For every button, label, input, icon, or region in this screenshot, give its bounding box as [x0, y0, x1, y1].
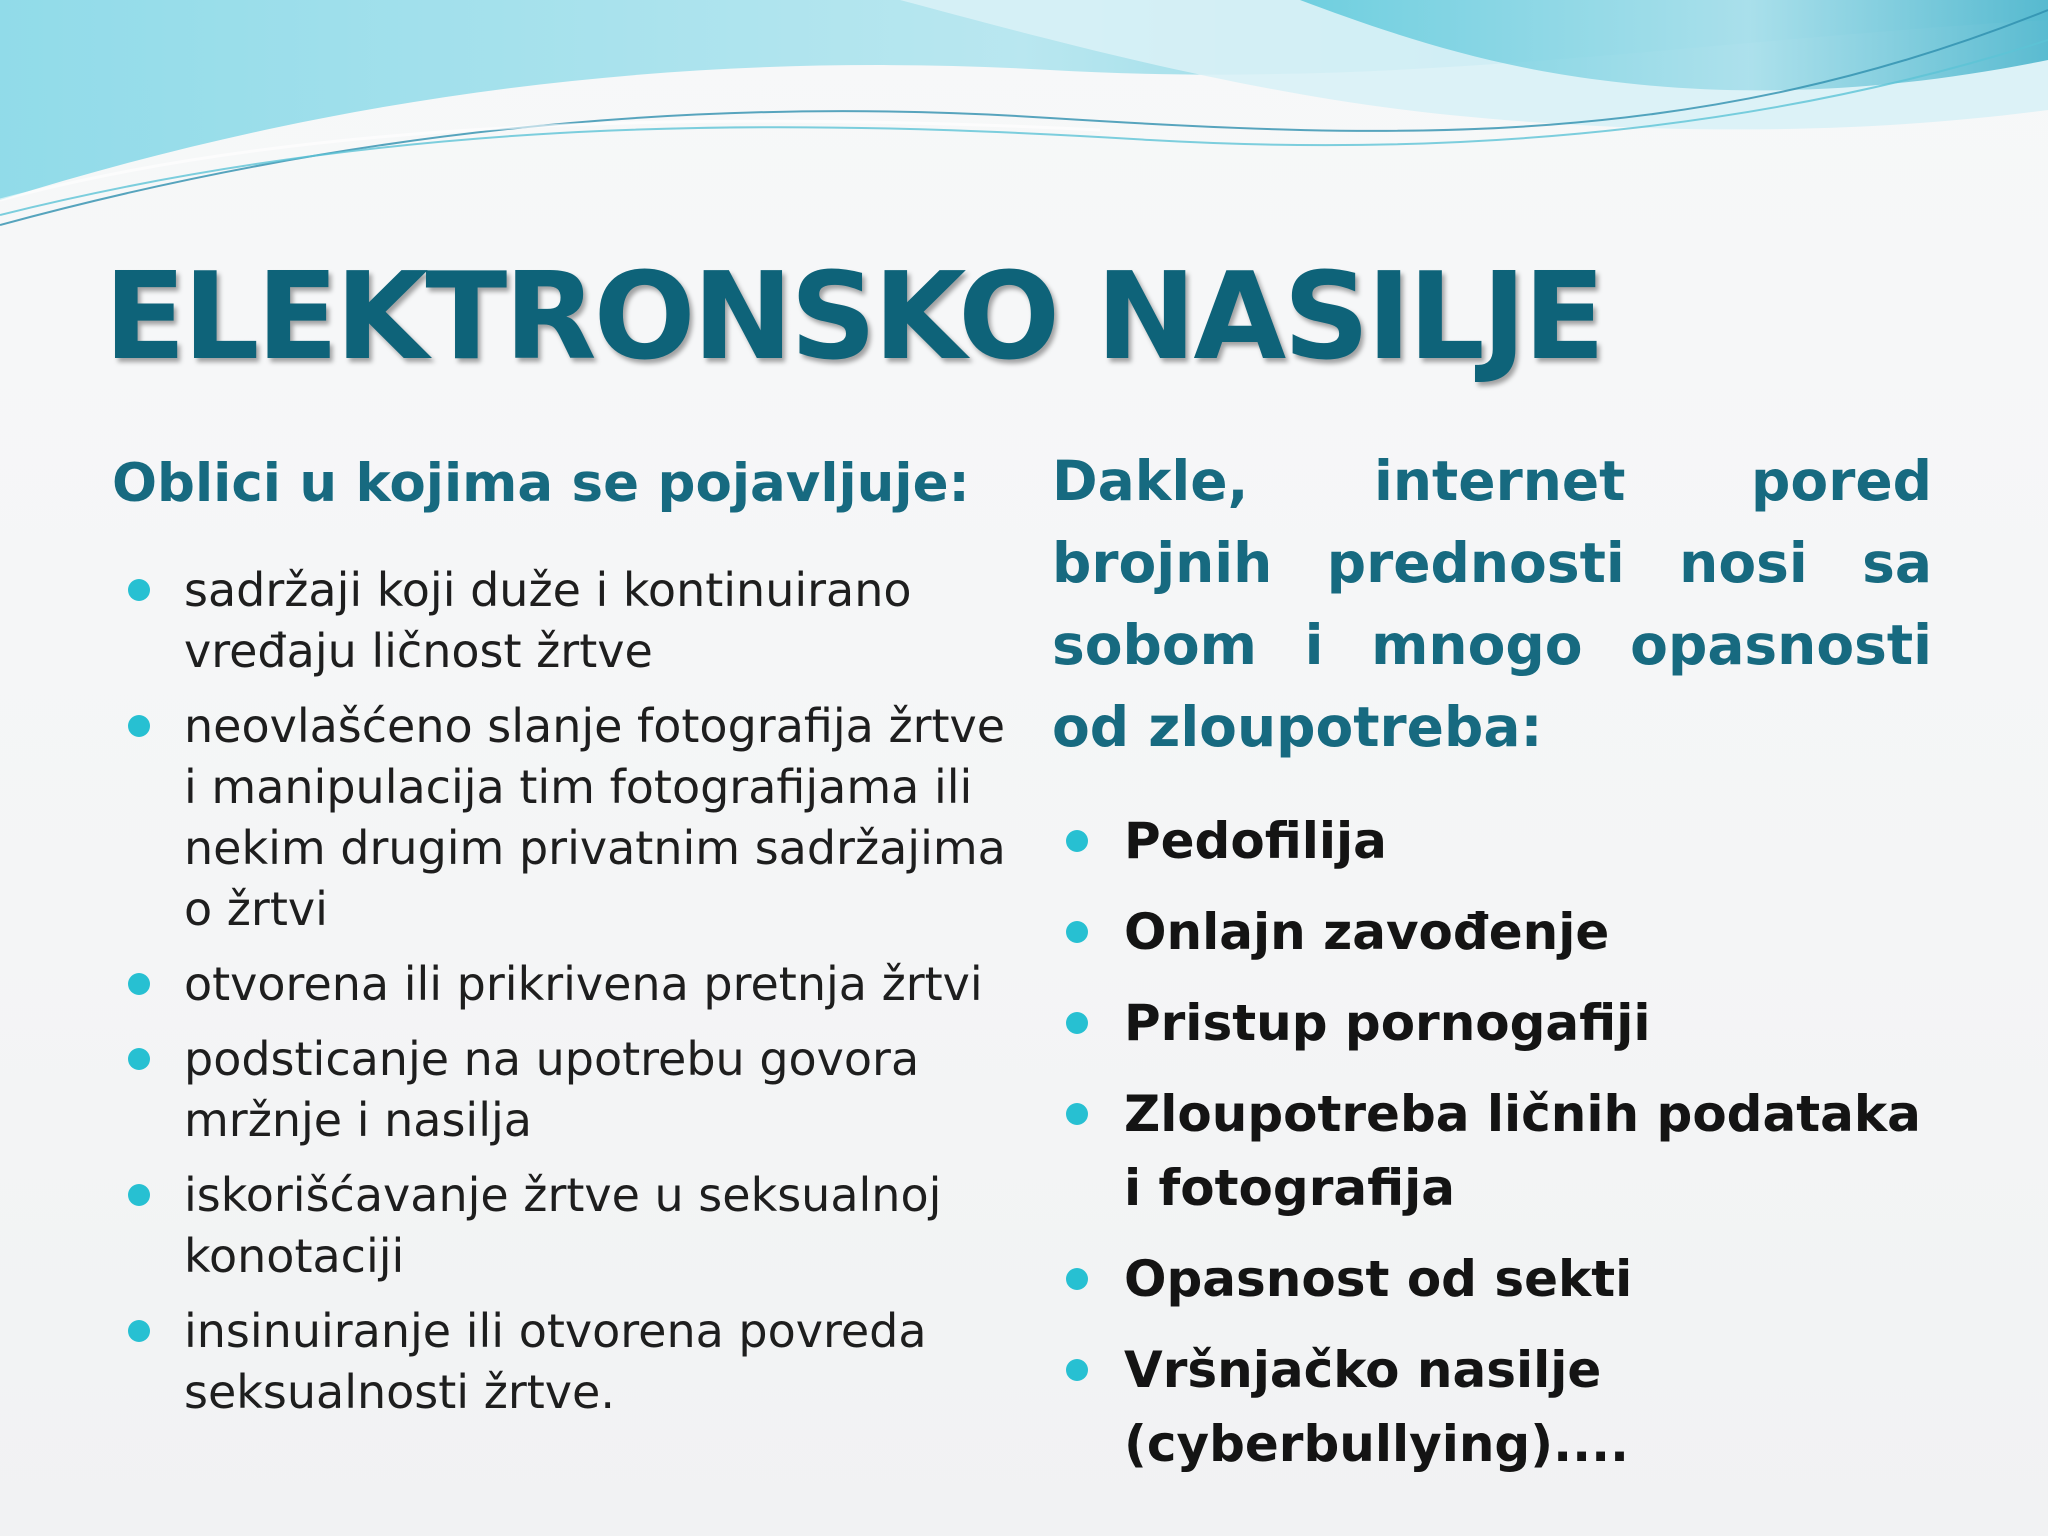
list-item	[1052, 1242, 1932, 1316]
bullet-icon	[1066, 1268, 1088, 1290]
list-item-text: podsticanje na upotrebu govora mržnje i nasilja	[184, 1031, 920, 1147]
list-item-text: insinuiranje ili otvorena povreda seksualnosti žrtve.	[184, 1303, 927, 1419]
list-item-text: Pedofilija	[1124, 812, 1387, 870]
list-item	[112, 696, 1012, 940]
dangers-list	[1052, 804, 1932, 1481]
bullet-icon	[1066, 1359, 1088, 1381]
bullet-icon	[128, 1048, 150, 1070]
bullet-icon	[128, 973, 150, 995]
list-item	[1052, 1333, 1932, 1481]
list-item	[112, 1029, 1012, 1151]
list-item-text: Opasnost od sekti	[1124, 1250, 1633, 1308]
list-item-text: sadržaji koji duže i kontinuirano vređaju ličnost žrtve	[184, 562, 912, 678]
list-item-text: iskorišćavanje žrtve u seksualnoj konotaciji	[184, 1167, 942, 1283]
list-item	[1052, 895, 1932, 969]
decorative-wave-header	[0, 0, 2048, 240]
bullet-icon	[128, 579, 150, 601]
bullet-icon	[1066, 1103, 1088, 1125]
bullet-icon	[128, 1320, 150, 1342]
bullet-icon	[1066, 921, 1088, 943]
bullet-icon	[1066, 830, 1088, 852]
list-item	[1052, 1077, 1932, 1225]
list-item	[1052, 804, 1932, 878]
list-item	[1052, 986, 1932, 1060]
list-item	[112, 560, 1012, 682]
list-item-text: Zloupotreba ličnih podataka i fotografija	[1124, 1085, 1921, 1217]
left-heading: Oblici u kojima se pojavljuje:	[112, 453, 970, 514]
list-item-text: Pristup pornogafiji	[1124, 994, 1651, 1052]
forms-list	[112, 560, 1012, 1423]
bullet-icon	[1066, 1012, 1088, 1034]
list-item-text: otvorena ili prikrivena pretnja žrtvi	[184, 956, 983, 1011]
list-item	[112, 1165, 1012, 1287]
list-item-text: Onlajn zavođenje	[1124, 903, 1610, 961]
right-intro: Dakle, internet pored brojnih prednosti nosi sa sobom i mnogo opasnosti od zloupotreba:	[1052, 449, 1932, 759]
list-item	[112, 954, 1012, 1015]
bullet-icon	[128, 715, 150, 737]
bullet-icon	[128, 1184, 150, 1206]
right-column	[1052, 440, 1932, 1498]
list-item-text: neovlašćeno slanje fotografija žrtve i manipulacija tim fotografijama ili nekim drugim privatnim sadržajima o žrtvi	[184, 698, 1006, 936]
list-item	[112, 1301, 1012, 1423]
left-column	[112, 452, 1012, 1437]
slide-title: ELEKTRONSKO NASILJE	[104, 248, 1603, 387]
list-item-text: Vršnjačko nasilje (cyberbullying)....	[1124, 1341, 1630, 1473]
